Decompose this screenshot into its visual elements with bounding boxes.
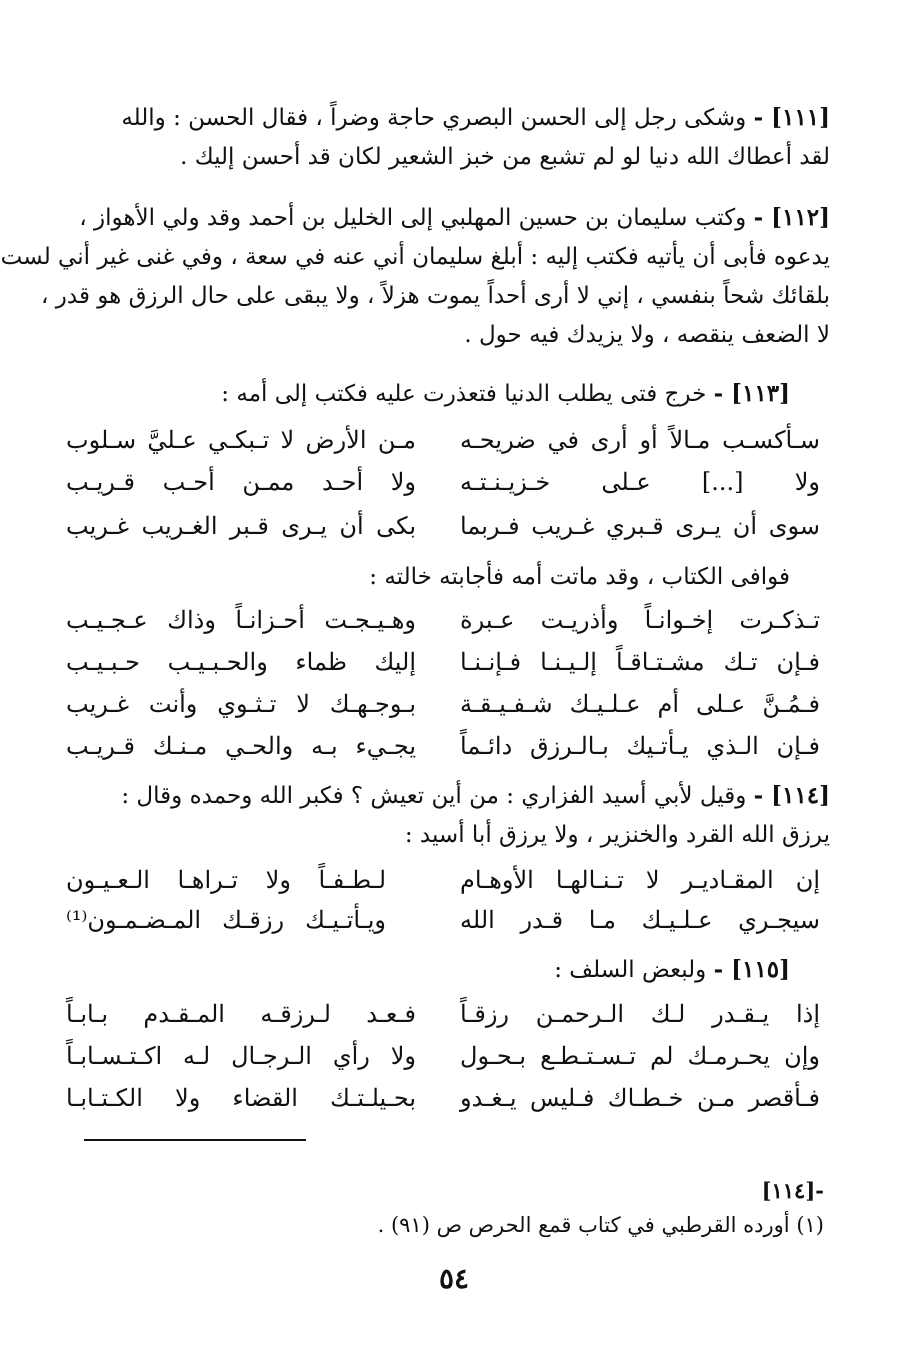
verse-line	[66, 600, 820, 640]
entry-number: [١١٣] -	[713, 380, 790, 407]
paragraph-line	[66, 98, 830, 138]
footnote-separator	[84, 1139, 306, 1141]
footnote-text: (١) أورده القرطبي في كتاب قمع الحرص ص (٩١) .	[377, 1213, 824, 1237]
verse-first-hemistich: إن المقـاديـر لا تـنـالهـا الأوهـام	[460, 866, 820, 894]
verse-line	[66, 726, 820, 766]
verse-second-hemistich: بكى أن يـرى قـبر الغـريب غـريب	[66, 512, 416, 540]
verse-second-hemistich: بحـيلـتـك القضاء ولا الكـتـابـا	[66, 1084, 416, 1112]
paragraph-113	[66, 374, 830, 414]
verse-second-hemistich: وهـيـجـت أحـزانـاً وذاك عـجـيـب	[66, 606, 416, 634]
paragraph-112	[0, 198, 830, 355]
text-line: يدعوه فأبى أن يأتيه فكتب إليه : أبلغ سليمان أني عنه في سعة ، وفي غنى غير أني لست	[0, 244, 830, 270]
verse-first-hemistich: فـمُـنَّ عـلى أم عـلـيـك شـفـيـقـة	[460, 690, 820, 718]
text-line: ولبعض السلف :	[554, 957, 707, 983]
verse-first-hemistich: ولا [...] عـلى خـزيـنـتـه	[460, 468, 820, 496]
verse-line	[66, 420, 820, 460]
text-line: لقد أعطاك الله دنيا لو لم تشبع من خبز الشعير لكان قد أحسن إليك .	[180, 144, 830, 170]
verse-line	[66, 506, 820, 546]
verse-line	[66, 900, 820, 940]
verse-first-hemistich: سوى أن يـرى قـبري غـريب فـربما	[460, 512, 820, 540]
verse-first-hemistich: إذا يـقـدر لـك الـرحمـن رزقـاً	[460, 1000, 820, 1028]
footnote-entry-ref: -[١١٤]	[761, 1178, 824, 1203]
verse-second-hemistich: ولا رأي الـرجـال لـه اكـتـسـابـاً	[66, 1042, 416, 1070]
verse-second-hemistich: يجـيء بـه والحـي مـنـك قـريـب	[66, 732, 416, 760]
verse-second-hemistich: فـعـد لـرزقـه المـقـدم بـابـاً	[66, 1000, 416, 1028]
text-line: فوافى الكتاب ، وقد ماتت أمه فأجابته خالته :	[369, 564, 790, 590]
verse-first-hemistich: فـإن الـذي يـأتـيك بـالـرزق دائـماً	[460, 732, 820, 760]
text-line: لا الضعف ينقصه ، ولا يزيدك فيه حول .	[464, 322, 830, 348]
paragraph-line	[66, 198, 830, 238]
paragraph-line	[66, 950, 830, 990]
entry-number: [١١٤] -	[753, 782, 830, 809]
verse-first-hemistich: فـإن تـك مشـتـاقـاً إلـيـنـا فـإنـنـا	[460, 648, 820, 676]
verse-second-hemistich: ولا أحـد ممـن أحـب قـريـب	[66, 468, 416, 496]
verse-line	[66, 642, 820, 682]
verse-second-hemistich: مـن الأرض لا تـبكـي عـليَّ سـلوب	[66, 426, 416, 454]
paragraph-113-continuation	[66, 558, 830, 597]
verse-second-hemistich: إليك ظماء والحـبـيـب حـبـيـب	[66, 648, 416, 676]
verse-line	[66, 462, 820, 502]
verse-second-hemistich: لـطـفـاً ولا تـراهـا الـعـيـون	[66, 866, 386, 894]
verse-second-hemistich: ويـأتـيـك رزقـك المـضـمـون⁽¹⁾	[66, 906, 386, 934]
entry-number: [١١٢] -	[753, 204, 830, 231]
paragraph-115	[66, 950, 830, 990]
text-line: وكتب سليمان بن حسين المهلبي إلى الخليل بن أحمد وقد ولي الأهواز ،	[79, 205, 747, 231]
paragraph-114	[66, 776, 830, 855]
verse-first-hemistich: سـأكسـب مـالاً أو أرى في ضريحـه	[460, 426, 820, 454]
entry-number: [١١١] -	[753, 104, 830, 131]
text-line: يرزق الله القرد والخنزير ، ولا يرزق أبا أسيد :	[404, 822, 830, 848]
text-line: خرج فتى يطلب الدنيا فتعذرت عليه فكتب إلى أمه :	[221, 381, 707, 407]
verse-line	[66, 684, 820, 724]
paragraph-111	[66, 98, 830, 177]
verse-second-hemistich: بـوجـهـك لا تـثـوي وأنت غـريب	[66, 690, 416, 718]
text-line: بلقائك شحاً بنفسي ، إني لا أرى أحداً يموت هزلاً ، ولا يبقى على حال الرزق هو قدر ،	[41, 283, 830, 309]
verse-line	[66, 1078, 820, 1118]
verse-first-hemistich: تـذكـرت إخـوانـاً وأذريـت عـبرة	[460, 606, 820, 634]
entry-number: [١١٥] -	[713, 956, 790, 983]
verse-first-hemistich: فـأقصر مـن خـطـاك فـليس يـغـدو	[460, 1084, 820, 1112]
text-line: وقيل لأبي أسيد الفزاري : من أين تعيش ؟ فكبر الله وحمده وقال :	[121, 783, 747, 809]
page-number: ٥٤	[438, 1262, 470, 1295]
verse-line	[66, 1036, 820, 1076]
text-line: وشكى رجل إلى الحسن البصري حاجة وضراً ، فقال الحسن : والله	[121, 105, 747, 131]
paragraph-line	[66, 374, 830, 414]
verse-first-hemistich: وإن يحـرمـك لم تـسـتـطـع بـحـول	[460, 1042, 820, 1070]
verse-first-hemistich: سيجـري عـلـيـك مـا قـدر الله	[460, 906, 820, 934]
verse-line	[66, 994, 820, 1034]
verse-line	[66, 860, 820, 900]
paragraph-line	[66, 776, 830, 816]
